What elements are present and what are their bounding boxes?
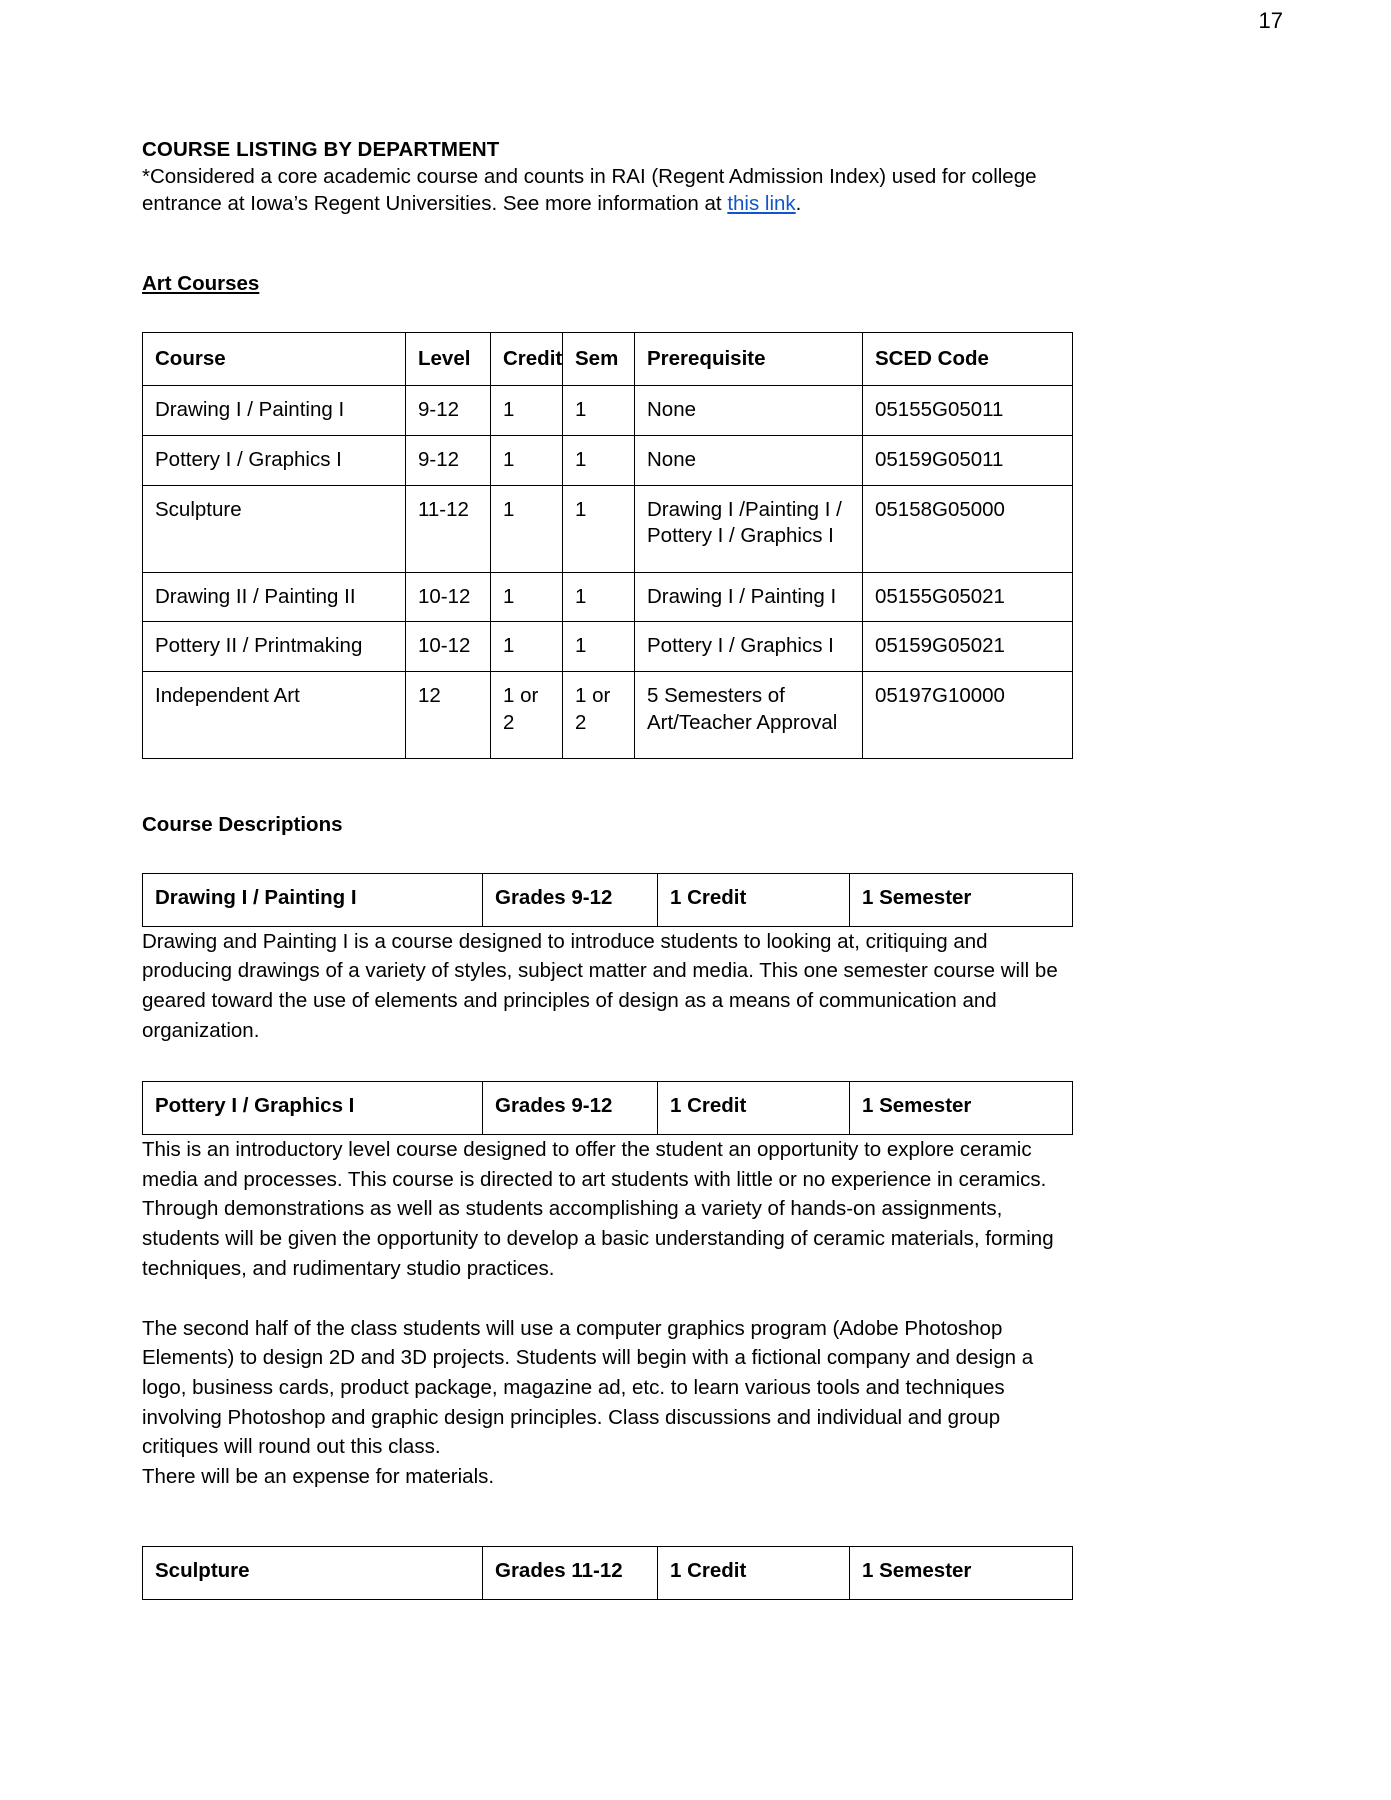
desc-course-name: Pottery I / Graphics I [143, 1082, 483, 1135]
cell-sem: 1 [563, 622, 635, 672]
cell-course: Drawing II / Painting II [143, 572, 406, 622]
column-header-sced: SCED Code [863, 332, 1073, 386]
desc-grades: Grades 9-12 [483, 873, 658, 926]
desc-credit: 1 Credit [658, 1082, 850, 1135]
table-row [143, 485, 1073, 572]
cell-course: Pottery II / Printmaking [143, 622, 406, 672]
cell-sced: 05158G05000 [863, 485, 1073, 572]
cell-prereq: Pottery I / Graphics I [635, 622, 863, 672]
table-header-row [143, 332, 1073, 386]
cell-sem: 1 [563, 386, 635, 436]
table-row [143, 1082, 1073, 1135]
cell-course: Drawing I / Painting I [143, 386, 406, 436]
cell-prereq: None [635, 386, 863, 436]
cell-sced: 05159G05011 [863, 435, 1073, 485]
art-courses-table [142, 332, 1073, 759]
cell-sced: 05155G05021 [863, 572, 1073, 622]
course-description-text: The second half of the class students will use a computer graphics program (Adobe Photoshop Elements) to design 2D and 3D projects. Students will begin with a fictional company and design a logo, business cards, product package, magazine ad, etc. to learn various tools and techniques involving Photoshop and graphic design principles. Class discussions and individual and group critiques will round out this class. [142, 1316, 1034, 1459]
spacer [142, 1045, 1072, 1081]
page-content [142, 138, 1072, 1600]
table-row [143, 622, 1073, 672]
table-row [143, 386, 1073, 436]
art-courses-heading: Art Courses [142, 271, 260, 295]
column-header-prereq: Prerequisite [635, 332, 863, 386]
course-description-header-sculpture [142, 1546, 1073, 1600]
column-header-level: Level [406, 332, 491, 386]
cell-sem: 1 or 2 [563, 671, 635, 758]
desc-semester: 1 Semester [850, 873, 1073, 926]
cell-credit: 1 [491, 622, 563, 672]
rai-note-text-after: . [795, 191, 802, 215]
course-description-text: Drawing and Painting I is a course designed to introduce students to looking at, critiquing and producing drawings of a variety of styles, subject matter and media. This one semester course will be geared toward the use of elements and principles of design as a means of communication and organization. [142, 929, 1058, 1042]
cell-credit: 1 [491, 485, 563, 572]
spacer [142, 218, 1072, 272]
cell-credit: 1 [491, 386, 563, 436]
cell-level: 12 [406, 671, 491, 758]
rai-this-link[interactable]: this link [727, 191, 796, 215]
cell-credit: 1 [491, 572, 563, 622]
cell-sced: 05155G05011 [863, 386, 1073, 436]
table-row [143, 873, 1073, 926]
cell-course: Sculpture [143, 485, 406, 572]
cell-prereq: None [635, 435, 863, 485]
cell-prereq: 5 Semesters of Art/Teacher Approval [635, 671, 863, 758]
spacer [142, 296, 1072, 332]
course-description-header-drawing-i [142, 873, 1073, 927]
page-number: 17 [1258, 8, 1283, 33]
rai-note [142, 164, 1072, 218]
cell-level: 10-12 [406, 622, 491, 672]
cell-credit: 1 [491, 435, 563, 485]
cell-sem: 1 [563, 435, 635, 485]
cell-level: 10-12 [406, 572, 491, 622]
desc-course-name: Sculpture [143, 1546, 483, 1599]
column-header-course: Course [143, 332, 406, 386]
desc-credit: 1 Credit [658, 873, 850, 926]
table-row [143, 572, 1073, 622]
cell-level: 9-12 [406, 435, 491, 485]
desc-semester: 1 Semester [850, 1546, 1073, 1599]
cell-level: 11-12 [406, 485, 491, 572]
cell-prereq: Drawing I /Painting I / Pottery I / Graphics I [635, 485, 863, 572]
table-row [143, 1546, 1073, 1599]
course-descriptions-heading: Course Descriptions [142, 812, 343, 836]
course-description-text: There will be an expense for materials. [142, 1465, 495, 1489]
desc-course-name: Drawing I / Painting I [143, 873, 483, 926]
column-header-sem: Sem [563, 332, 635, 386]
desc-grades: Grades 11-12 [483, 1546, 658, 1599]
table-row [143, 435, 1073, 485]
cell-sced: 05197G10000 [863, 671, 1073, 758]
table-row [143, 671, 1073, 758]
cell-course: Independent Art [143, 671, 406, 758]
spacer [142, 759, 1072, 813]
cell-level: 9-12 [406, 386, 491, 436]
cell-sced: 05159G05021 [863, 622, 1073, 672]
spacer [142, 1492, 1072, 1546]
desc-grades: Grades 9-12 [483, 1082, 658, 1135]
desc-credit: 1 Credit [658, 1546, 850, 1599]
desc-semester: 1 Semester [850, 1082, 1073, 1135]
cell-prereq: Drawing I / Painting I [635, 572, 863, 622]
course-description-header-pottery-i [142, 1081, 1073, 1135]
cell-credit: 1 or 2 [491, 671, 563, 758]
course-description-text: This is an introductory level course designed to offer the student an opportunity to explore ceramic media and processes. This course is directed to art students with little or no experience in ceramics. Through demonstrations as well as students accomplishing a variety of hands-on assignments, students will be given the opportunity to develop a basic understanding of ceramic materials, forming techniques, and rudimentary studio practices. [142, 1138, 1054, 1280]
column-header-credit: Credit [491, 332, 563, 386]
cell-course: Pottery I / Graphics I [143, 435, 406, 485]
page-title: COURSE LISTING BY DEPARTMENT [142, 138, 500, 161]
cell-sem: 1 [563, 485, 635, 572]
cell-sem: 1 [563, 572, 635, 622]
rai-note-text-before: *Considered a core academic course and counts in RAI (Regent Admission Index) used for college entrance at Iowa’s Regent Universities. See more information at [142, 165, 1037, 215]
spacer [142, 837, 1072, 873]
